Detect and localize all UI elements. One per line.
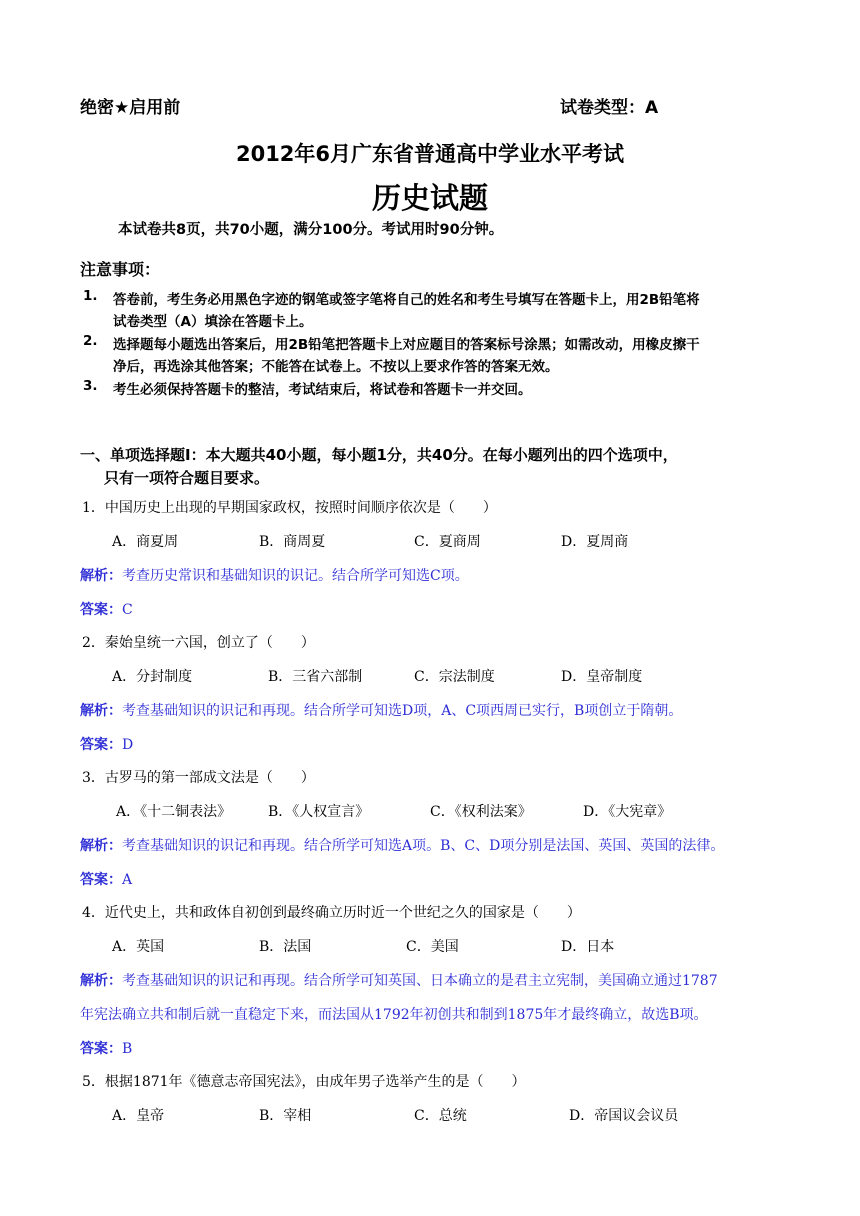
option-d: D．夏周商 [561, 534, 629, 550]
section-heading-cont: 只有一项符合题目要求。 [104, 469, 270, 487]
option-a: A．英国 [112, 939, 165, 955]
exam-title: 2012年6月广东省普通高中学业水平考试 [235, 142, 625, 166]
option-b: B．商周夏 [259, 534, 326, 550]
notice-line: 选择题每小题选出答案后，用2B铅笔把答题卡上对应题目的答案标号涂黑；如需改动，用橡皮擦干 [113, 337, 700, 353]
option-d: D．帝国议会议员 [569, 1108, 679, 1124]
analysis-label: 解析： [80, 568, 122, 584]
question-stem: 4．近代史上，共和政体自初创到最终确立历时近一个世纪之久的国家是（ ） [82, 905, 581, 921]
answer-value: D [122, 737, 134, 753]
option-a: A．商夏周 [112, 534, 179, 550]
answer-value: C [122, 602, 133, 618]
analysis [80, 565, 469, 585]
answer-label: 答案： [80, 737, 122, 753]
option-a: A．《十二铜表法》 [116, 804, 232, 820]
exam-intro: 本试卷共8页，共70小题，满分100分。考试用时90分钟。 [118, 222, 504, 238]
option-c: C．美国 [406, 939, 459, 955]
analysis-label: 解析： [80, 973, 122, 989]
question-stem: 3．古罗马的第一部成文法是（ ） [82, 770, 315, 786]
notice-number: 2. [83, 333, 98, 349]
analysis [80, 970, 718, 990]
notice-line: 答卷前，考生务必用黑色字迹的钢笔或签字笔将自己的姓名和考生号填写在答题卡上，用2B铅笔将 [113, 292, 700, 308]
analysis [80, 835, 724, 855]
notice-number: 3. [83, 378, 98, 394]
analysis-text: 考查基础知识的识记和再现。结合所学可知选A项。B、C、D项分别是法国、英国、英国的法律。 [122, 838, 725, 854]
subject-title: 历史试题 [371, 181, 488, 215]
question-stem: 5．根据1871年《德意志帝国宪法》，由成年男子选举产生的是（ ） [82, 1074, 526, 1090]
option-d: D．皇帝制度 [561, 669, 643, 685]
answer-value: B [122, 1041, 133, 1057]
answer [80, 1038, 132, 1058]
option-b: B．法国 [259, 939, 312, 955]
notice-heading: 注意事项： [80, 260, 161, 279]
question-stem: 2．秦始皇统一六国，创立了（ ） [82, 635, 315, 651]
analysis-label: 解析： [80, 838, 122, 854]
analysis-text: 考查基础知识的识记和再现。结合所学可知选D项，A、C项西周已实行，B项创立于隋朝。 [122, 703, 683, 719]
question-stem: 1．中国历史上出现的早期国家政权，按照时间顺序依次是（ ） [82, 500, 497, 516]
notice-line: 试卷类型（A）填涂在答题卡上。 [113, 314, 313, 330]
answer [80, 599, 133, 619]
analysis-continued: 年宪法确立共和制后就一直稳定下来，而法国从1792年初创共和制到1875年才最终确立，故选B项。 [80, 1007, 708, 1023]
notice-line: 净后，再选涂其他答案；不能答在试卷上。不按以上要求作答的答案无效。 [113, 359, 559, 375]
paper-type-label: 试卷类型：A [560, 98, 659, 118]
answer-label: 答案： [80, 872, 122, 888]
answer-label: 答案： [80, 602, 122, 618]
confidential-label: 绝密★启用前 [80, 98, 181, 118]
option-d: D．《大宪章》 [583, 804, 672, 820]
notice-number: 1. [83, 288, 98, 304]
analysis-text: 考查基础知识的识记和再现。结合所学可知英国、日本确立的是君主立宪制，美国确立通过1787 [122, 973, 718, 989]
option-c: C．《权利法案》 [430, 804, 532, 820]
option-c: C．总统 [414, 1108, 467, 1124]
option-b: B．三省六部制 [268, 669, 363, 685]
answer-label: 答案： [80, 1041, 122, 1057]
notice-line: 考生必须保持答题卡的整洁，考试结束后，将试卷和答题卡一并交回。 [113, 382, 532, 398]
answer [80, 869, 132, 889]
section-heading: 一、单项选择题Ⅰ：本大题共40小题，每小题1分，共40分。在每小题列出的四个选项中， [80, 446, 678, 464]
option-a: A．分封制度 [112, 669, 193, 685]
option-b: B．《人权宣言》 [268, 804, 370, 820]
option-a: A．皇帝 [112, 1108, 165, 1124]
answer [80, 734, 133, 754]
answer-value: A [122, 872, 133, 888]
option-c: C．夏商周 [414, 534, 481, 550]
option-c: C．宗法制度 [414, 669, 495, 685]
option-d: D．日本 [561, 939, 615, 955]
analysis-text: 考查历史常识和基础知识的识记。结合所学可知选C项。 [122, 568, 469, 584]
option-b: B．宰相 [259, 1108, 312, 1124]
analysis [80, 700, 682, 720]
analysis-label: 解析： [80, 703, 122, 719]
